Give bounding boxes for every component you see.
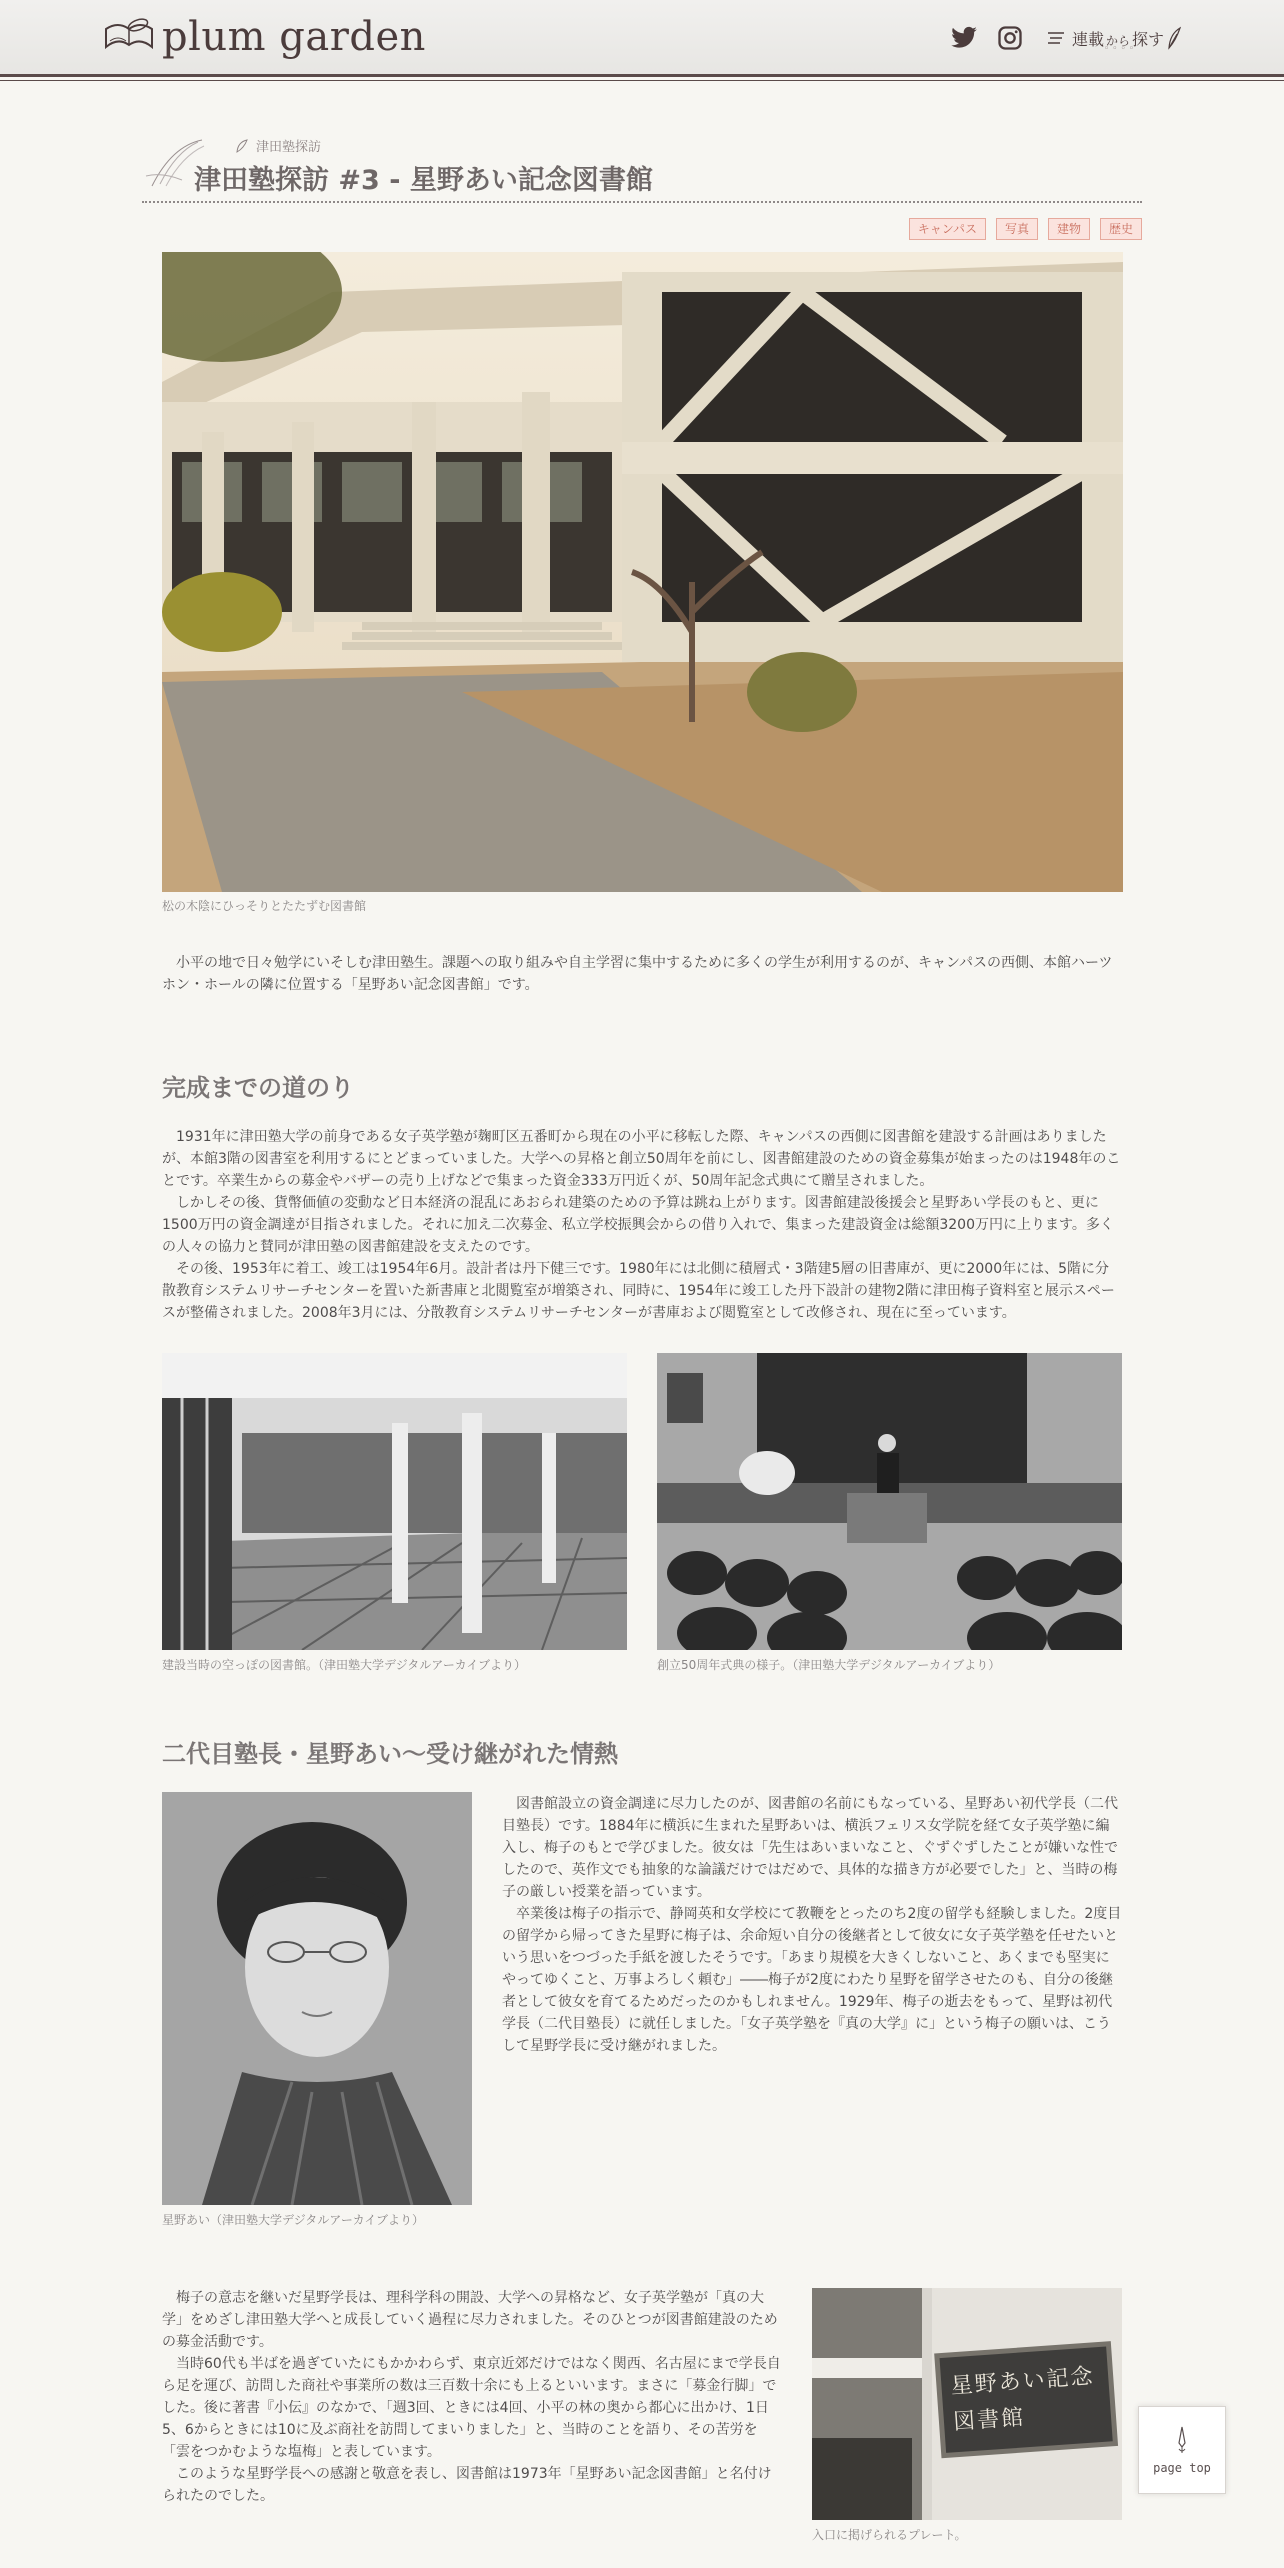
twitter-icon[interactable] <box>950 24 978 52</box>
page-top-button[interactable] <box>1138 2406 1226 2494</box>
empty-library-caption: 建設当時の空っぽの図書館。（津田塾大学デジタルアーカイブより） <box>162 1658 526 1672</box>
header-actions <box>932 18 1184 58</box>
ceremony-caption: 創立50周年式典の様子。（津田塾大学デジタルアーカイブより） <box>657 1658 1001 1672</box>
article-category[interactable]: 津田塾探訪 <box>234 136 321 155</box>
tag-campus[interactable]: キャンパス <box>909 218 986 240</box>
section3-paragraph-2: 当時60代も半ばを過ぎていたにもかかわらず、東京近郊だけではなく関西、名古屋にまで学長自ら足を運び、訪問した商社や事業所の数は三百数十余にも上るといいます。まさに「募金行脚」でした。後に著書『小伝』のなかで、「週3回、ときには4回、小平の林の奥から都心に出かけ、1日5、6からときには10に及ぶ商社を訪問してまいりました」と、当時のことを語り、その苦労を「雲をつかむような塩梅」と表しています。 <box>162 2356 781 2460</box>
leaf-icon <box>234 138 250 154</box>
series-search-label: 連載 から 探す <box>1071 29 1164 49</box>
tag-history[interactable]: 歴史 <box>1100 218 1142 240</box>
plaque-caption: 入口に掲げられるプレート。 <box>812 2528 967 2542</box>
series-search-link[interactable] <box>1046 18 1184 58</box>
hero-library-photo <box>162 252 1123 892</box>
instagram-icon[interactable] <box>996 24 1024 52</box>
article-title-block <box>142 128 1142 204</box>
site-logo[interactable] <box>100 14 426 60</box>
plaque-photo <box>812 2288 1122 2520</box>
ceremony-photo <box>657 1353 1122 1650</box>
section-heading-history: 完成までの道のり <box>162 1074 354 1102</box>
section-heading-hoshino: 二代目塾長・星野あい～受け継がれた情熱 <box>162 1740 618 1768</box>
hoshino-portrait-photo <box>162 1792 472 2205</box>
intro-paragraph: 小平の地で日々勉学にいそしむ津田塾生。課題への取り組みや自主学習に集中するために多くの学生が利用するのが、キャンパスの西側、本館ハーツホン・ホールの隣に位置する「星野あい記念図書館」です。 <box>162 955 1113 993</box>
section3-paragraph-1: 梅子の意志を継いだ星野学長は、理科学科の開設、大学への昇格など、女子英学塾が「真の大学」をめざし津田塾大学へと成長していく過程に尽力されました。そのひとつが図書館建設のための募金活動です。 <box>162 2290 778 2350</box>
tag-building[interactable]: 建物 <box>1048 218 1090 240</box>
tag-list <box>899 218 1142 240</box>
section3-paragraph-3: このような星野学長への感謝と敬意を表し、図書館は1973年「星野あい記念図書館」と名付けられたのでした。 <box>162 2466 772 2504</box>
book-leaf-logo-icon <box>100 17 158 57</box>
section1-paragraph-3: その後、1953年に着工、竣工は1954年6月。設計者は丹下健三です。1980年には北側に積層式・3階建5層の旧書庫が、更に2000年には、5階に分散教育システムリサーチセンターを置いた新書庫と北閲覧室が増築され、同時に、1954年に竣工した丹下設計の建物2階に津田梅子資料室と展示スペースが整備されました。2008年3月には、分散教育システムリサーチセンターが書庫および閲覧室として改修され、現在に至っています。 <box>162 1261 1115 1321</box>
portrait-caption: 星野あい（津田塾大学デジタルアーカイブより） <box>162 2213 424 2227</box>
feather-icon <box>1166 26 1184 50</box>
logo-text: plum garden <box>162 14 426 60</box>
decorative-dots: ◦◦◦◦ <box>1103 44 1138 54</box>
tag-photo[interactable]: 写真 <box>996 218 1038 240</box>
section2-paragraph-1: 図書館設立の資金調達に尽力したのが、図書館の名前にもなっている、星野あい初代学長（二代目塾長）です。1884年に横浜に生まれた星野あいは、横浜フェリス女学院を経て女子英学塾に編入し、梅子のもとで学びました。彼女は「先生はあいまいなこと、ぐずぐずしたことが嫌いな性でしたので、英作文でも抽象的な論議だけではだめで、具体的な描き方が必要でした」と、当時の梅子の厳しい授業を語っています。 <box>502 1796 1118 1900</box>
title-divider <box>142 201 1142 203</box>
pen-icon <box>1171 2425 1193 2455</box>
section2-paragraph-2: 卒業後は梅子の指示で、静岡英和女学校にて教鞭をとったのち2度の留学も経験しました。2度目の留学から帰ってきた星野に梅子は、余命短い自分の後継者として彼女に女子英学塾を任せたいという思いをつづった手紙を渡したそうです。「あまり規模を大きくしないこと、あくまでも堅実にやってゆくこと、万事よろしく頼む」――梅子が2度にわたり星野を留学させたのも、自分の後継者として彼女を育てるためだったのかもしれません。1929年、梅子の逝去をもって、星野は初代学長（二代目塾長）に就任しました。「女子英学塾を『真の大学』に」という梅子の願いは、こうして星野学長に受け継がれました。 <box>502 1906 1122 2054</box>
site-header <box>0 0 1284 77</box>
section1-paragraph-2: しかしその後、貨幣価値の変動など日本経済の混乱にあおられ建築のための予算は跳ね上がります。図書館建設後援会と星野あい学長のもと、更に1500万円の資金調達が目指されました。それに加え二次募金、私立学校振興会からの借り入れで、集まった建設資金は総額3200万円に上ります。多くの人々の協力と賛同が津田塾の図書館建設を支えたのです。 <box>162 1195 1114 1255</box>
list-icon <box>1046 31 1066 45</box>
hero-caption: 松の木陰にひっそりとたたずむ図書館 <box>162 899 367 913</box>
page-top-label: page top <box>1153 2461 1211 2475</box>
page-title: 津田塾探訪 #3 - 星野あい記念図書館 <box>194 165 653 196</box>
section1-paragraph-1: 1931年に津田塾大学の前身である女子英学塾が麹町区五番町から現在の小平に移転した際、キャンパスの西側に図書館を建設する計画はありましたが、本館3階の図書室を利用するにとどまっていました。大学への昇格と創立50周年を前にし、図書館建設のための資金募集が始まったのは1948年のことです。卒業生からの募金やバザーの売り上げなどで集まった資金333万円近くが、50周年記念式典にて贈呈されました。 <box>162 1129 1121 1189</box>
empty-library-photo <box>162 1353 627 1650</box>
plaque-text: 星野あい記念図書館 <box>949 2364 1096 2436</box>
